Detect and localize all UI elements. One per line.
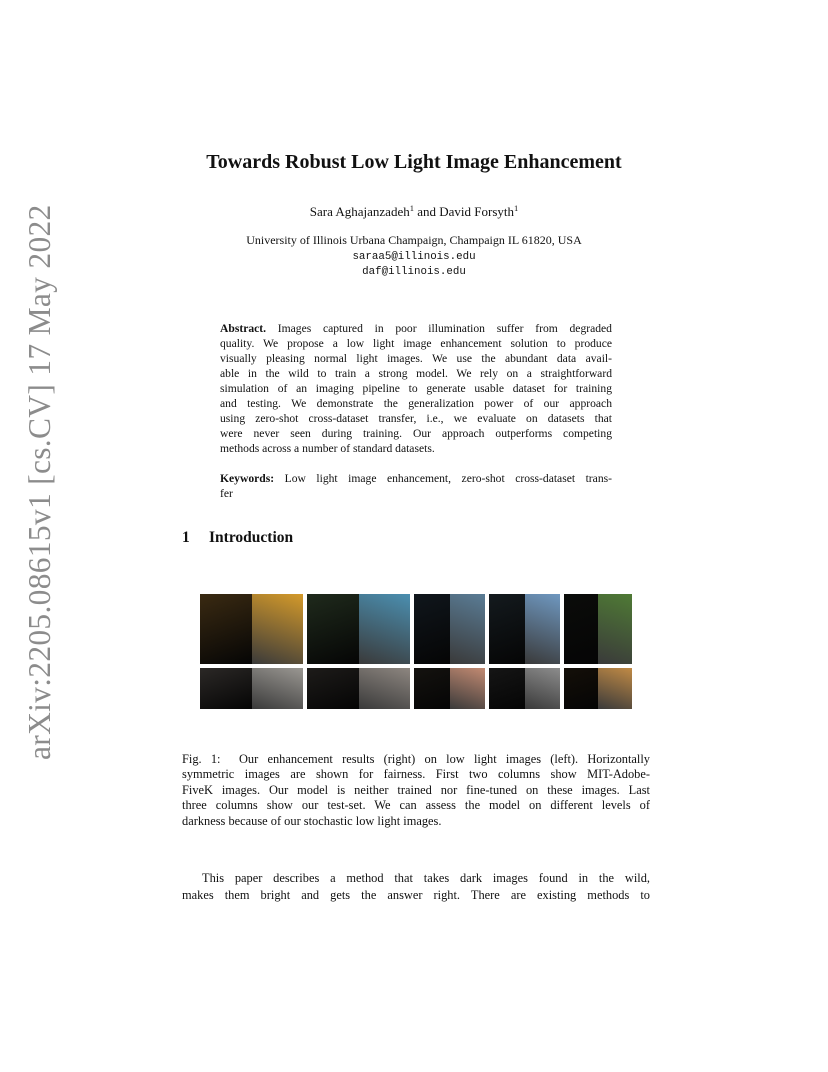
keywords-line: fer <box>220 487 233 500</box>
figure-caption-line: darkness because of our stochastic low light images. <box>182 813 442 828</box>
keywords <box>220 471 612 501</box>
abstract <box>220 321 612 456</box>
enhanced-half <box>252 594 304 664</box>
figure-thumbnail-canal <box>200 668 303 709</box>
low-light-half <box>200 668 252 709</box>
abstract-line: methods across a number of standard datasets. <box>220 442 435 455</box>
figure-thumbnail-boat <box>489 668 560 709</box>
abstract-line: Images captured in poor illumination suffer from degraded <box>277 322 612 335</box>
low-light-half <box>307 594 359 664</box>
figure-caption-line: three columns show our test-set. We can assess the model on different levels of <box>182 798 650 813</box>
enhanced-half <box>252 668 304 709</box>
enhanced-half <box>359 594 411 664</box>
section-heading <box>182 529 293 547</box>
enhanced-half <box>598 594 632 664</box>
author-email: saraa5@illinois.edu <box>352 251 476 263</box>
affiliation-mark: 1 <box>514 203 519 213</box>
keywords-line: Low light image enhancement, zero-shot cross-dataset trans- <box>284 472 612 485</box>
figure-thumbnail-road <box>489 594 560 664</box>
enhanced-half <box>450 668 486 709</box>
figure-caption-line: symmetric images are shown for fairness. First two columns show MIT-Adobe- <box>182 767 650 782</box>
figure-thumbnail-coast <box>414 594 485 664</box>
low-light-half <box>489 668 525 709</box>
low-light-half <box>200 594 252 664</box>
body-line: makes them bright and gets the answer right. There are existing methods to <box>182 887 650 902</box>
enhanced-half <box>598 668 632 709</box>
author-email: daf@illinois.edu <box>362 266 466 278</box>
author-name: David Forsyth <box>439 204 514 219</box>
abstract-line: using zero-shot cross-dataset transfer, i.e., we evaluate on datasets that <box>220 412 612 425</box>
figure-thumbnail-window <box>307 668 410 709</box>
low-light-half <box>564 594 598 664</box>
enhanced-half <box>450 594 486 664</box>
author-name: Sara Aghajanzadeh <box>309 204 410 219</box>
affiliation-mark: 1 <box>409 203 414 213</box>
keywords-label: Keywords: <box>220 472 275 485</box>
figure-caption <box>182 752 650 829</box>
low-light-half <box>489 594 525 664</box>
section-number: 1 <box>182 529 190 546</box>
figure-thumbnail-lake <box>564 594 632 664</box>
enhanced-half <box>525 668 561 709</box>
section-title: Introduction <box>209 529 294 546</box>
low-light-half <box>307 668 359 709</box>
abstract-line: simulation of an imaging pipeline to generate usable dataset for training <box>220 382 612 395</box>
figure-caption-line: Our enhancement results (right) on low light images (left). Horizontally <box>238 752 650 766</box>
low-light-half <box>414 594 450 664</box>
abstract-line: able in the wild to train a strong model. We rely on a straightforward <box>220 367 612 380</box>
abstract-line: quality. We propose a low light image enhancement solution to produce <box>220 337 612 350</box>
body-line: This paper describes a method that takes dark images found in the wild, <box>202 871 650 885</box>
abstract-line: and testing. We demonstrate the generalization power of our approach <box>220 397 612 410</box>
authors <box>0 203 828 220</box>
figure-thumbnail-flowers <box>200 594 303 664</box>
figure-thumbnail-sunset-rocks <box>414 668 485 709</box>
arxiv-stamp: arXiv:2205.08615v1 [cs.CV] 17 May 2022 <box>22 204 57 760</box>
author-joiner: and <box>413 204 440 219</box>
low-light-half <box>564 668 598 709</box>
enhanced-half <box>525 594 561 664</box>
abstract-line: visually pleasing normal light images. We use the abundant data avail- <box>220 352 612 365</box>
figure-thumbnail-child <box>307 594 410 664</box>
paper-title: Towards Robust Low Light Image Enhancement <box>206 151 622 173</box>
enhanced-half <box>359 668 411 709</box>
figure-thumbnail-hallway <box>564 668 632 709</box>
body-paragraph <box>182 870 650 903</box>
low-light-half <box>414 668 450 709</box>
abstract-label: Abstract. <box>220 322 267 335</box>
figure-caption-line: FiveK images. Our model is neither trained nor fine-tuned on these images. Last <box>182 782 650 797</box>
abstract-line: were never seen during training. Our approach outperforms competing <box>220 427 612 440</box>
figure-caption-label: Fig. 1: <box>182 752 221 766</box>
affiliation: University of Illinois Urbana Champaign, Champaign IL 61820, USA <box>246 233 582 247</box>
